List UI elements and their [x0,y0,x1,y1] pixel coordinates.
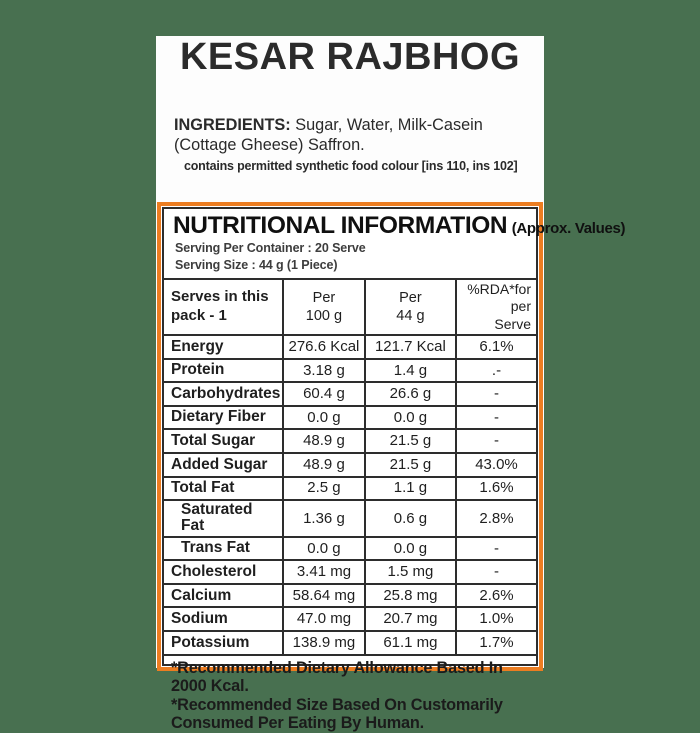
column-header-line: 100 g [305,307,343,324]
value-per-44g: 21.5 g [365,429,456,453]
table-row [164,429,536,453]
value-rda: - [456,429,536,453]
column-header [164,279,283,336]
value-per-44g: 21.5 g [365,453,456,477]
table-row [164,477,536,501]
value-rda: 1.0% [456,607,536,631]
table-row [164,560,536,584]
column-header [365,279,456,336]
value-per-100g: 60.4 g [283,382,365,406]
value-rda: - [456,560,536,584]
value-per-44g: 25.8 mg [365,584,456,608]
column-header [283,279,365,336]
value-rda: - [456,406,536,430]
footnote: *Recommended Dietary Allowance Based In 2000 Kcal. [171,658,503,696]
value-per-44g: 61.1 mg [365,631,456,655]
value-per-44g: 0.0 g [365,406,456,430]
value-per-100g: 138.9 mg [283,631,365,655]
nutrient-name: Saturated Fat [164,500,283,537]
nutrient-name: Calcium [164,584,283,608]
nutrient-name: Total Fat [164,477,283,501]
value-rda: 6.1% [456,335,536,359]
value-per-44g: 1.4 g [365,359,456,383]
column-header-line: Per [312,289,336,306]
value-rda: 1.7% [456,631,536,655]
table-row [164,382,536,406]
value-per-100g: 48.9 g [283,429,365,453]
value-per-44g: 121.7 Kcal [365,335,456,359]
footnotes [164,656,536,733]
nutrient-name: Sodium [164,607,283,631]
value-per-100g: 0.0 g [283,406,365,430]
column-header-line: Serves in this [171,288,269,305]
product-title: KESAR RAJBHOG [179,36,521,78]
value-rda: - [456,382,536,406]
table-row [164,537,536,561]
nutrient-name: Carbohydrates [164,382,283,406]
value-per-44g: 0.0 g [365,537,456,561]
nutrition-panel [157,202,626,733]
nutrient-name: Total Sugar [164,429,283,453]
column-header-line: Per [399,289,422,306]
value-rda: .- [456,359,536,383]
value-rda: 1.6% [456,477,536,501]
column-header-line: Serve [494,315,531,332]
table-row [164,406,536,430]
value-per-100g: 2.5 g [283,477,365,501]
value-rda: 2.8% [456,500,536,537]
nutrient-name: Potassium [164,631,283,655]
table-row [164,453,536,477]
table-row [164,335,536,359]
nutrition-panel-inner [162,207,626,733]
table-row [164,359,536,383]
value-per-100g: 0.0 g [283,537,365,561]
ingredients-text [174,116,542,155]
column-header-line: pack - 1 [171,306,227,324]
table-row [164,631,536,655]
nutrient-name: Protein [164,359,283,383]
value-rda: - [456,537,536,561]
nutrition-title: NUTRITIONAL INFORMATION [173,212,508,239]
value-per-100g: 1.36 g [283,500,365,537]
serving-per-container: Serving Per Container : 20 Serve [175,241,366,255]
food-colour-note: contains permitted synthetic food colour [ins 110, ins 102] [184,159,518,174]
serving-size: Serving Size : 44 g (1 Piece) [175,258,338,273]
value-per-44g: 26.6 g [365,382,456,406]
nutrient-name: Trans Fat [164,537,283,561]
value-per-44g: 20.7 mg [365,607,456,631]
nutrition-subtitle: (Approx. Values) [511,220,626,237]
nutrient-name: Dietary Fiber [164,406,283,430]
value-rda: 2.6% [456,584,536,608]
ingredients-heading: INGREDIENTS: [174,116,291,134]
nutrition-table [164,278,536,656]
value-per-44g: 0.6 g [365,500,456,537]
value-per-100g: 276.6 Kcal [283,335,365,359]
label-card [156,36,626,733]
column-header-line: %RDA*for per [467,280,531,314]
value-per-100g: 47.0 mg [283,607,365,631]
column-header [456,279,536,336]
value-per-100g: 3.18 g [283,359,365,383]
table-row [164,500,536,537]
value-rda: 43.0% [456,453,536,477]
ingredients-list: Sugar, Water, Milk-Casein (Cottage Gheese) Saffron. [174,116,483,154]
value-per-100g: 3.41 mg [283,560,365,584]
column-header-line: 44 g [396,307,425,324]
table-row [164,607,536,631]
table-row [164,584,536,608]
value-per-44g: 1.1 g [365,477,456,501]
value-per-100g: 58.64 mg [283,584,365,608]
nutrient-name: Energy [164,335,283,359]
table-header-row [164,279,536,336]
footnote: *Recommended Size Based On Customarily Consumed Per Eating By Human. [171,695,503,733]
nutrient-name: Added Sugar [164,453,283,477]
nutrition-header [164,209,626,240]
value-per-44g: 1.5 mg [365,560,456,584]
nutrient-name: Cholesterol [164,560,283,584]
value-per-100g: 48.9 g [283,453,365,477]
